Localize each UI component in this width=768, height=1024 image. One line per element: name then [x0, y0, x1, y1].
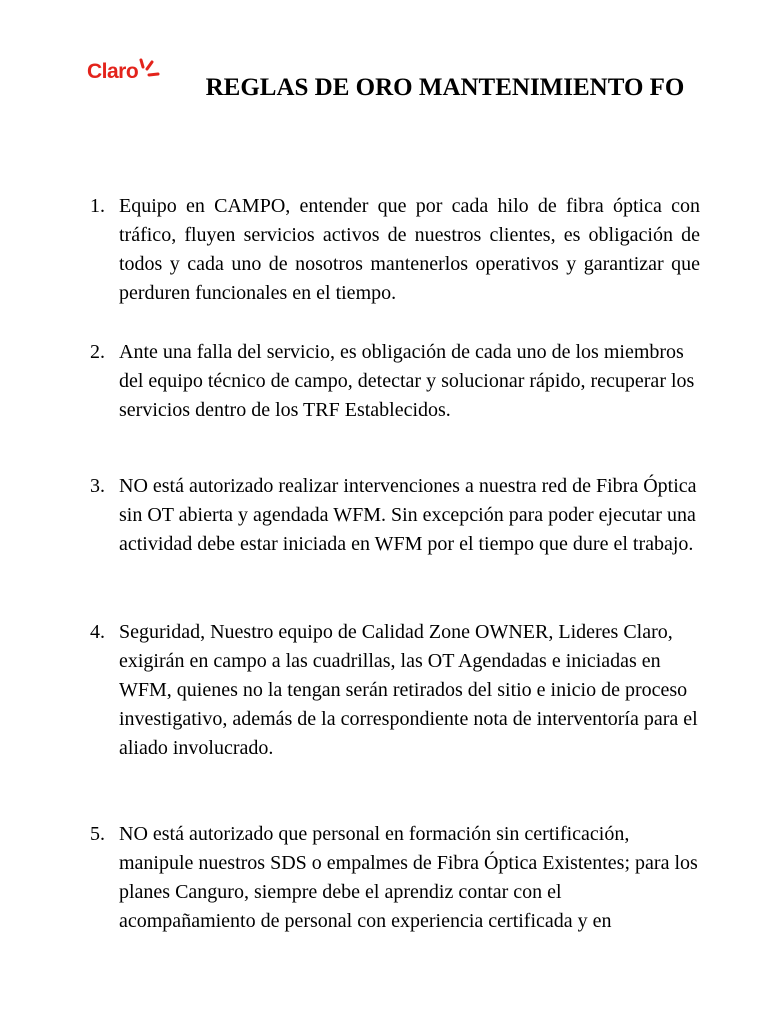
claro-logo-wordmark: Claro — [87, 60, 139, 83]
rule-item-1 — [90, 192, 700, 308]
rule-text: Ante una falla del servicio, es obligación de cada uno de los miembros del equipo técnico de campo, detectar y solucionar rápido, recuperar los servicios dentro de los TRF Establecidos. — [119, 341, 695, 421]
rule-text: Seguridad, Nuestro equipo de Calidad Zone OWNER, Lideres Claro, exigirán en campo a las cuadrillas, las OT Agendadas e iniciadas en WFM, quienes no la tengan serán retirados del sitio e inicio de proceso investigativo, además de la correspondiente nota de interventoría para el aliado involucrado. — [119, 621, 698, 759]
claro-logo — [87, 58, 167, 92]
rule-number: 5. — [90, 823, 105, 845]
rule-item-2 — [90, 338, 700, 425]
rule-number: 4. — [90, 621, 105, 643]
rule-number: 2. — [90, 341, 105, 363]
rule-number: 1. — [90, 195, 105, 217]
rule-number: 3. — [90, 475, 105, 497]
rule-text: NO está autorizado realizar intervenciones a nuestra red de Fibra Óptica sin OT abierta y agendada WFM. Sin excepción para poder ejecutar una actividad debe estar iniciada en WFM por el tiempo que dure el trabajo. — [119, 475, 697, 555]
page-title: REGLAS DE ORO MANTENIMIENTO FO — [205, 74, 685, 101]
rule-text: NO está autorizado que personal en formación sin certificación, manipule nuestros SDS o empalmes de Fibra Óptica Existentes; para los planes Canguro, siempre debe el aprendiz contar con el acompañamiento de personal con experiencia certificada y en — [119, 823, 698, 932]
rule-item-3 — [90, 472, 700, 559]
rule-text: Equipo en CAMPO, entender que por cada hilo de fibra óptica con tráfico, fluyen servicios activos de nuestros clientes, es obligación de todos y cada uno de nosotros mantenerlos operativos y garantizar que perduren funcionales en el tiempo. — [119, 195, 700, 304]
rule-item-4 — [90, 618, 700, 763]
rule-item-5 — [90, 820, 700, 936]
claro-rays-icon — [134, 58, 160, 80]
